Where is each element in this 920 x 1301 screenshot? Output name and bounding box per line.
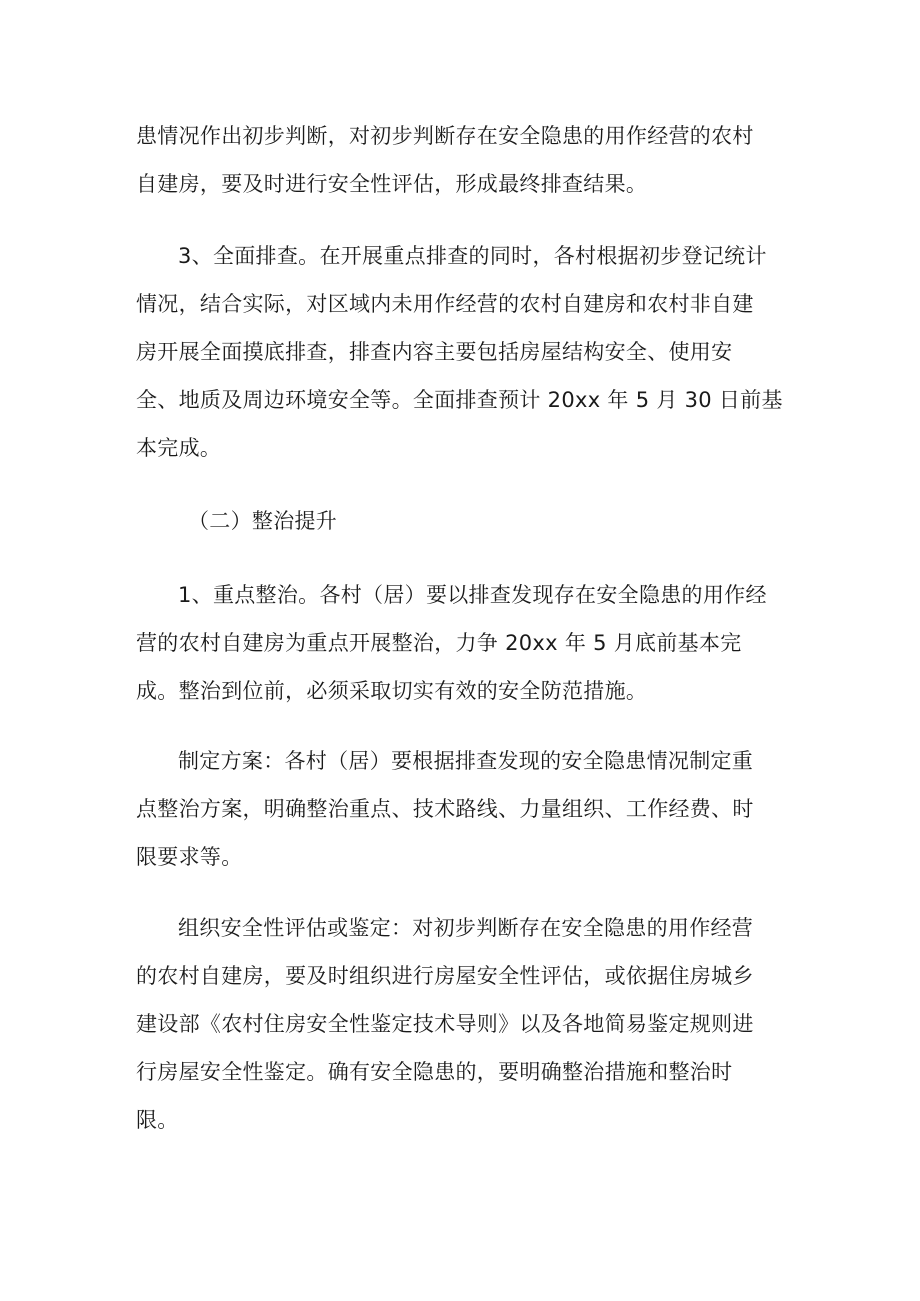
text-line: 自建房，要及时进行安全性评估，形成最终排查结果。 [136, 172, 648, 196]
text-line: 本完成。 [136, 436, 222, 460]
text-line: 成。整治到位前，必须采取切实有效的安全防范措施。 [136, 679, 648, 703]
text-line: 的农村自建房，要及时组织进行房屋安全性评估，或依据住房城乡 [136, 964, 754, 988]
text-line: 营的农村自建房为重点开展整治，力争 20xx 年 5 月底前基本完 [136, 631, 742, 655]
paragraph-full-inspection [136, 232, 786, 472]
text-line: 1、重点整治。各村（居）要以排查发现存在安全隐患的用作经 [178, 583, 767, 607]
section-title: （二）整治提升 [188, 509, 338, 533]
text-line: 建设部《农村住房安全性鉴定技术导则》以及各地简易鉴定规则进 [136, 1012, 754, 1036]
paragraph-make-plan [136, 737, 786, 881]
text-line: 限。 [136, 1108, 179, 1132]
text-line: 组织安全性评估或鉴定：对初步判断存在安全隐患的用作经营 [178, 916, 754, 940]
text-line: 全、地质及周边环境安全等。全面排查预计 20xx 年 5 月 30 日前基 [136, 388, 783, 412]
text-line: 情况，结合实际，对区域内未用作经营的农村自建房和农村非自建 [136, 292, 754, 316]
text-line: 房开展全面摸底排查，排查内容主要包括房屋结构安全、使用安 [136, 340, 733, 364]
section-heading [136, 497, 786, 545]
text-line: 3、全面排查。在开展重点排查的同时，各村根据初步登记统计 [178, 244, 767, 268]
text-line: 患情况作出初步判断，对初步判断存在安全隐患的用作经营的农村 [136, 124, 754, 148]
paragraph-continuation [136, 112, 786, 208]
paragraph-key-rectification [136, 571, 786, 715]
text-line: 制定方案：各村（居）要根据排查发现的安全隐患情况制定重 [178, 749, 754, 773]
text-line: 行房屋安全性鉴定。确有安全隐患的，要明确整治措施和整治时 [136, 1060, 733, 1084]
text-line: 点整治方案，明确整治重点、技术路线、力量组织、工作经费、时 [136, 797, 754, 821]
text-line: 限要求等。 [136, 845, 243, 869]
paragraph-safety-assessment [136, 904, 786, 1144]
